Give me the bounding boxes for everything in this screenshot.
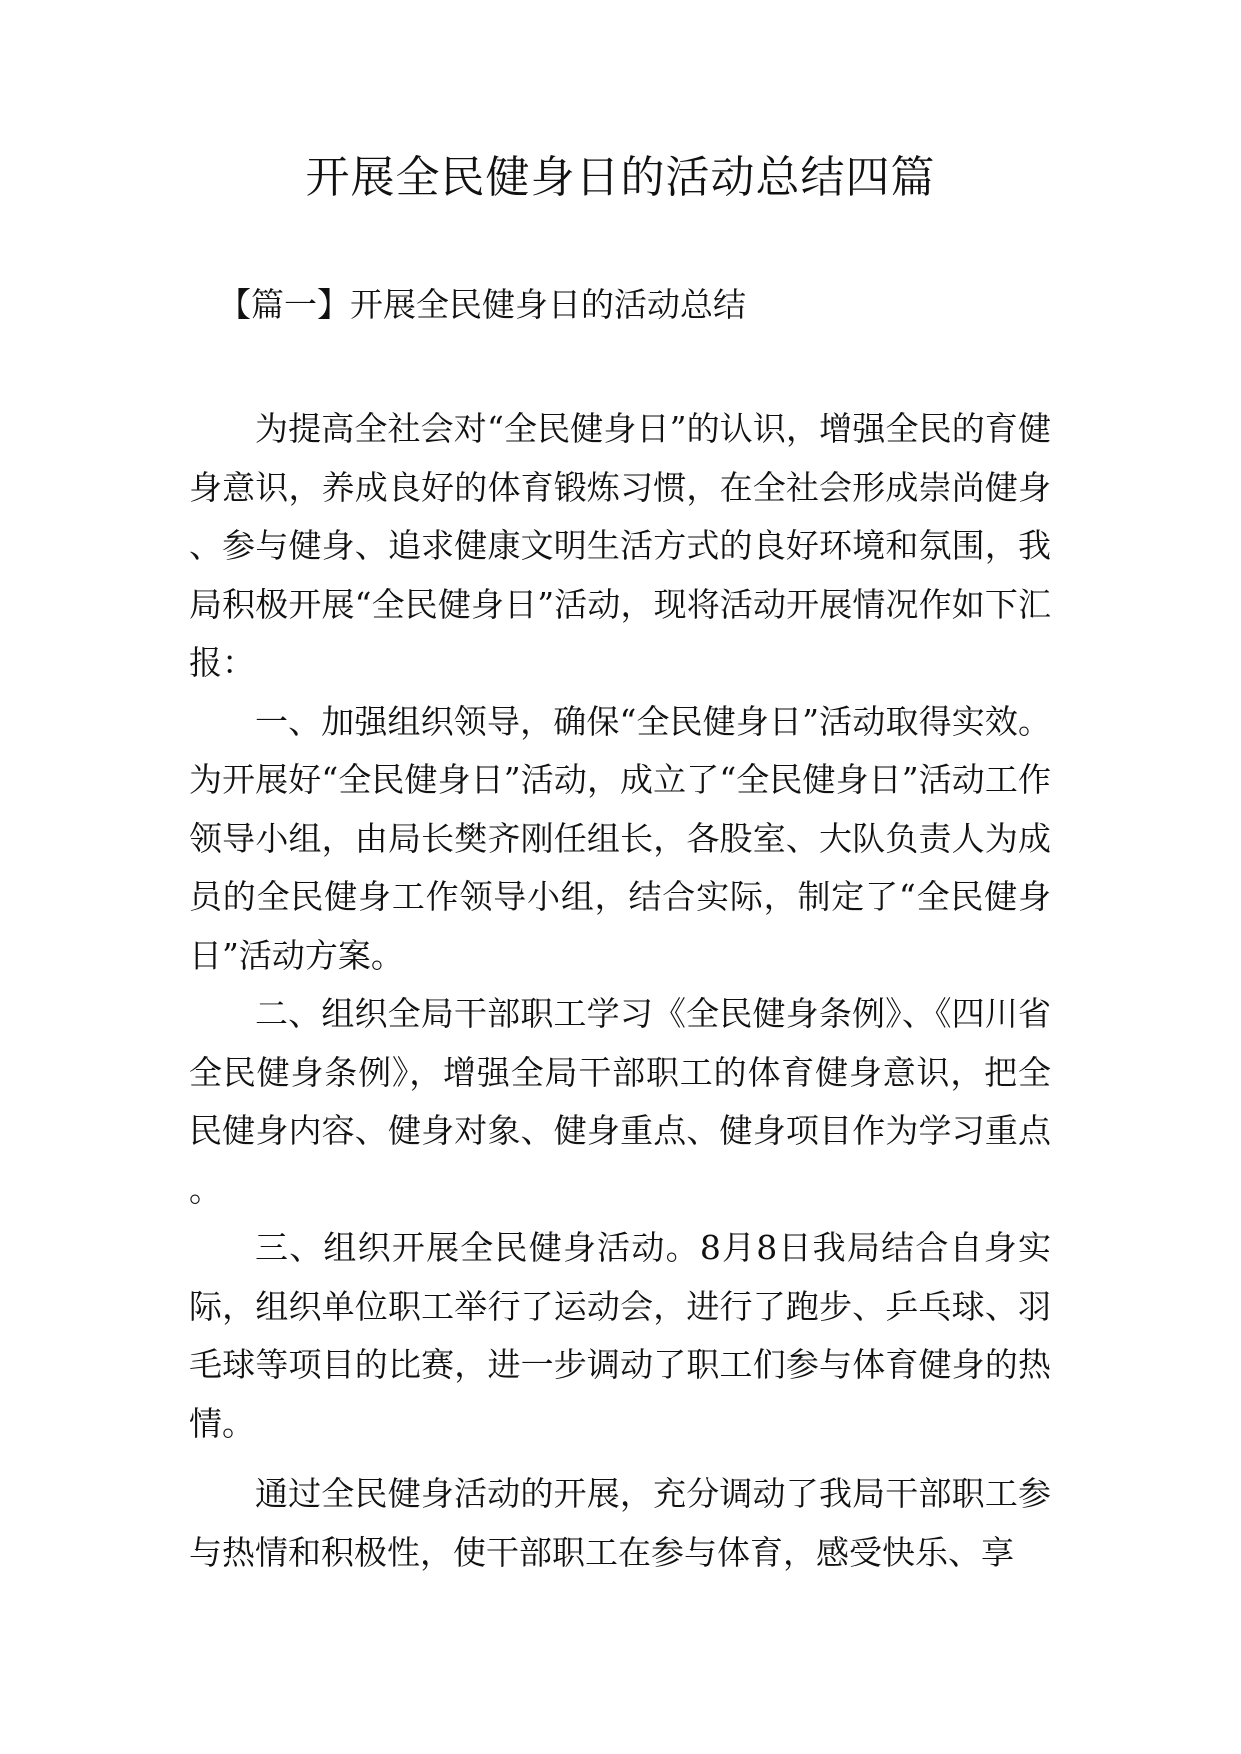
document-body bbox=[189, 400, 1051, 1582]
paragraph-point-one: 一、加强组织领导，确保“全民健身日”活动取得实效。为开展好“全民健身日”活动，成立了“全民健身日”活动工作领导小组，由局长樊齐刚任组长，各股室、大队负责人为成员的全民健身工作领导小组，结合实际，制定了“全民健身日”活动方案。 bbox=[189, 701, 1051, 975]
paragraph-conclusion: 通过全民健身活动的开展，充分调动了我局干部职工参与热情和积极性，使干部职工在参与体育，感受快乐、享 bbox=[189, 1474, 1051, 1572]
document-title: 开展全民健身日的活动总结四篇 bbox=[305, 152, 936, 203]
section-heading: 【篇一】开展全民健身日的活动总结 bbox=[218, 285, 746, 324]
paragraph-intro: 为提高全社会对“全民健身日”的认识，增强全民的育健身意识，养成良好的体育锻炼习惯，在全社会形成崇尚健身、参与健身、追求健康文明生活方式的良好环境和氛围，我局积极开展“全民健身日”活动，现将活动开展情况作如下汇报： bbox=[189, 409, 1051, 682]
paragraph-point-two: 二、组织全局干部职工学习《全民健身条例》、《四川省全民健身条例》，增强全局干部职工的体育健身意识，把全民健身内容、健身对象、健身重点、健身项目作为学习重点。 bbox=[189, 994, 1051, 1209]
paragraph-point-three: 三、组织开展全民健身活动。8月8日我局结合自身实际，组织单位职工举行了运动会，进行了跑步、乒乓球、羽毛球等项目的比赛，进一步调动了职工们参与体育健身的热情。 bbox=[189, 1228, 1051, 1443]
